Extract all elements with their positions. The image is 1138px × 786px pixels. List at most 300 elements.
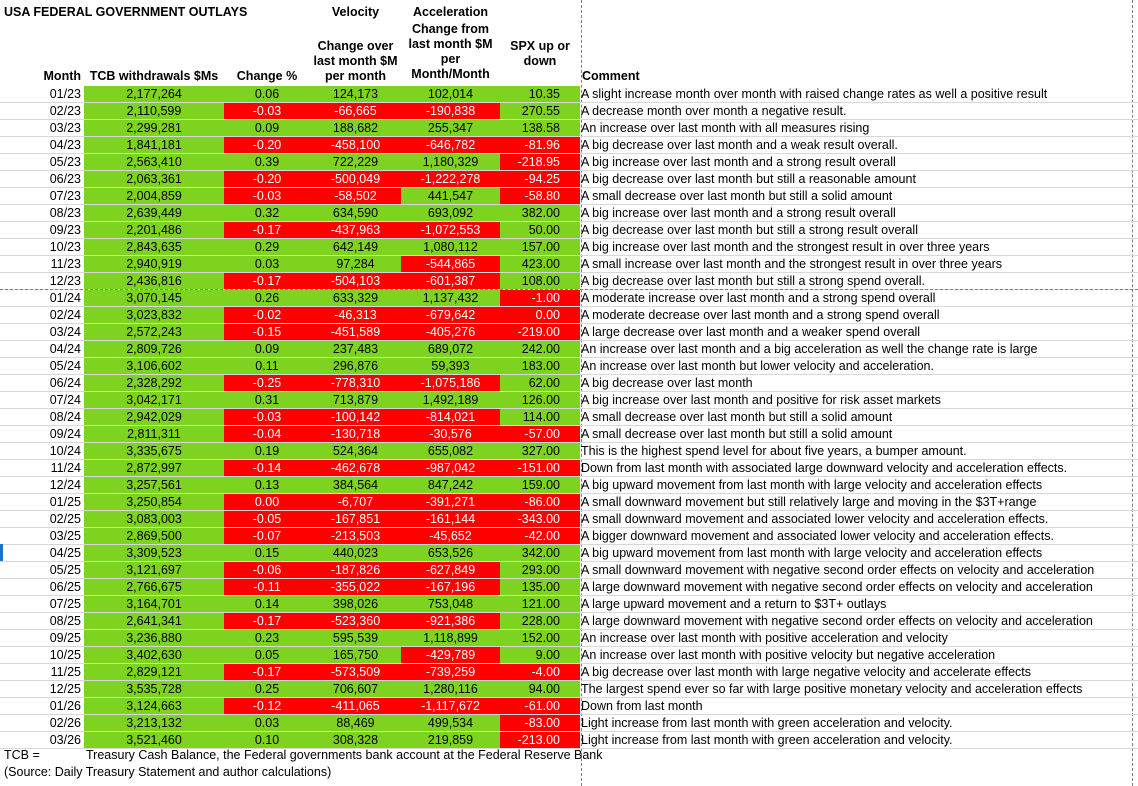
change-cell[interactable]: -0.02 — [224, 307, 310, 323]
month-cell[interactable]: 08/23 — [49, 206, 81, 220]
change-cell[interactable]: 0.31 — [224, 392, 310, 408]
tcb-cell[interactable]: 2,766,675 — [84, 579, 224, 595]
velocity-cell[interactable]: -66,665 — [310, 103, 401, 119]
acceleration-cell[interactable]: -601,387 — [401, 273, 500, 289]
tcb-cell[interactable]: 2,110,599 — [84, 103, 224, 119]
spx-cell[interactable]: 157.00 — [500, 239, 580, 255]
change-cell[interactable]: 0.14 — [224, 596, 310, 612]
tcb-cell[interactable]: 2,436,816 — [84, 273, 224, 289]
change-cell[interactable]: 0.03 — [224, 256, 310, 272]
spx-cell[interactable]: 242.00 — [500, 341, 580, 357]
spx-cell[interactable]: 183.00 — [500, 358, 580, 374]
comment-cell[interactable]: A small downward movement and associated lower velocity and acceleration effects. — [581, 512, 1049, 526]
comment-cell[interactable]: A small increase over last month and the strongest result in over three years — [581, 257, 1003, 271]
velocity-cell[interactable]: 237,483 — [310, 341, 401, 357]
change-cell[interactable]: 0.19 — [224, 443, 310, 459]
table-row[interactable] — [0, 222, 1138, 239]
spx-cell[interactable]: 0.00 — [500, 307, 580, 323]
change-cell[interactable]: 0.10 — [224, 732, 310, 748]
acceleration-cell[interactable]: -814,021 — [401, 409, 500, 425]
velocity-cell[interactable]: 88,469 — [310, 715, 401, 731]
tcb-cell[interactable]: 3,236,880 — [84, 630, 224, 646]
tcb-cell[interactable]: 3,164,701 — [84, 596, 224, 612]
tcb-cell[interactable]: 2,872,997 — [84, 460, 224, 476]
tcb-cell[interactable]: 2,869,500 — [84, 528, 224, 544]
tcb-cell[interactable]: 2,563,410 — [84, 154, 224, 170]
acceleration-cell[interactable]: 655,082 — [401, 443, 500, 459]
tcb-cell[interactable]: 2,572,243 — [84, 324, 224, 340]
spx-cell[interactable]: 342.00 — [500, 545, 580, 561]
acceleration-cell[interactable]: -739,259 — [401, 664, 500, 680]
change-cell[interactable]: 0.03 — [224, 715, 310, 731]
velocity-cell[interactable]: -523,360 — [310, 613, 401, 629]
comment-cell[interactable]: A small downward movement but still relatively large and moving in the $3T+range — [581, 495, 1037, 509]
acceleration-cell[interactable]: 441,547 — [401, 188, 500, 204]
table-row[interactable] — [0, 545, 1138, 562]
month-cell[interactable]: 02/26 — [49, 716, 81, 730]
table-row[interactable] — [0, 86, 1138, 103]
comment-cell[interactable]: A big decrease over last month but still a reasonable amount — [581, 172, 916, 186]
velocity-cell[interactable]: 165,750 — [310, 647, 401, 663]
velocity-cell[interactable]: -451,589 — [310, 324, 401, 340]
acceleration-cell[interactable]: -921,386 — [401, 613, 500, 629]
acceleration-cell[interactable]: -544,865 — [401, 256, 500, 272]
velocity-cell[interactable]: -130,718 — [310, 426, 401, 442]
tcb-cell[interactable]: 3,121,697 — [84, 562, 224, 578]
velocity-cell[interactable]: -187,826 — [310, 562, 401, 578]
table-row[interactable] — [0, 392, 1138, 409]
acceleration-cell[interactable]: 59,393 — [401, 358, 500, 374]
spx-cell[interactable]: 9.00 — [500, 647, 580, 663]
comment-cell[interactable]: A moderate decrease over last month and a strong spend overall — [581, 308, 940, 322]
table-row[interactable] — [0, 596, 1138, 613]
acceleration-cell[interactable]: -1,222,278 — [401, 171, 500, 187]
velocity-cell[interactable]: -458,100 — [310, 137, 401, 153]
acceleration-cell[interactable]: -161,144 — [401, 511, 500, 527]
tcb-cell[interactable]: 3,250,854 — [84, 494, 224, 510]
acceleration-cell[interactable]: 1,180,329 — [401, 154, 500, 170]
month-cell[interactable]: 10/23 — [49, 240, 81, 254]
month-cell[interactable]: 12/25 — [49, 682, 81, 696]
comment-cell[interactable]: A small downward movement with negative second order effects on velocity and acceleration — [581, 563, 1095, 577]
comment-cell[interactable]: A slight increase month over month with raised change rates as well a positive result — [581, 87, 1048, 101]
velocity-cell[interactable]: 188,682 — [310, 120, 401, 136]
velocity-cell[interactable]: 634,590 — [310, 205, 401, 221]
spx-cell[interactable]: -42.00 — [500, 528, 580, 544]
table-row[interactable] — [0, 460, 1138, 477]
change-cell[interactable]: -0.25 — [224, 375, 310, 391]
comment-cell[interactable]: A large downward movement with negative second order effects on velocity and acceleration — [581, 614, 1093, 628]
acceleration-cell[interactable]: -30,576 — [401, 426, 500, 442]
velocity-cell[interactable]: -58,502 — [310, 188, 401, 204]
month-cell[interactable]: 01/23 — [49, 87, 81, 101]
table-row[interactable] — [0, 171, 1138, 188]
velocity-cell[interactable]: -411,065 — [310, 698, 401, 714]
table-row[interactable] — [0, 188, 1138, 205]
table-row[interactable] — [0, 647, 1138, 664]
acceleration-cell[interactable]: 1,118,899 — [401, 630, 500, 646]
spx-cell[interactable]: 114.00 — [500, 409, 580, 425]
tcb-cell[interactable]: 3,309,523 — [84, 545, 224, 561]
change-cell[interactable]: -0.14 — [224, 460, 310, 476]
month-cell[interactable]: 03/23 — [49, 121, 81, 135]
acceleration-cell[interactable]: -679,642 — [401, 307, 500, 323]
spx-cell[interactable]: 159.00 — [500, 477, 580, 493]
change-cell[interactable]: -0.03 — [224, 409, 310, 425]
tcb-cell[interactable]: 2,299,281 — [84, 120, 224, 136]
velocity-cell[interactable]: 633,329 — [310, 290, 401, 306]
change-cell[interactable]: 0.29 — [224, 239, 310, 255]
table-row[interactable] — [0, 477, 1138, 494]
tcb-cell[interactable]: 3,124,663 — [84, 698, 224, 714]
velocity-cell[interactable]: -355,022 — [310, 579, 401, 595]
tcb-cell[interactable]: 2,811,311 — [84, 426, 224, 442]
acceleration-cell[interactable]: 1,492,189 — [401, 392, 500, 408]
velocity-cell[interactable]: -46,313 — [310, 307, 401, 323]
comment-cell[interactable]: The largest spend ever so far with large positive monetary velocity and acceleration effects — [581, 682, 1083, 696]
change-cell[interactable]: 0.05 — [224, 647, 310, 663]
acceleration-cell[interactable]: -405,276 — [401, 324, 500, 340]
month-cell[interactable]: 10/25 — [49, 648, 81, 662]
change-cell[interactable]: -0.15 — [224, 324, 310, 340]
month-cell[interactable]: 06/25 — [49, 580, 81, 594]
table-row[interactable] — [0, 681, 1138, 698]
table-row[interactable] — [0, 698, 1138, 715]
acceleration-cell[interactable]: -45,652 — [401, 528, 500, 544]
spx-cell[interactable]: 152.00 — [500, 630, 580, 646]
acceleration-cell[interactable]: -1,075,186 — [401, 375, 500, 391]
spx-cell[interactable]: -213.00 — [500, 732, 580, 748]
tcb-cell[interactable]: 2,004,859 — [84, 188, 224, 204]
spx-cell[interactable]: 126.00 — [500, 392, 580, 408]
month-cell[interactable]: 11/23 — [50, 257, 81, 271]
table-row[interactable] — [0, 239, 1138, 256]
acceleration-cell[interactable]: 1,137,432 — [401, 290, 500, 306]
change-cell[interactable]: -0.03 — [224, 188, 310, 204]
velocity-cell[interactable]: -437,963 — [310, 222, 401, 238]
comment-cell[interactable]: A big increase over last month and a strong result overall — [581, 206, 896, 220]
table-row[interactable] — [0, 290, 1138, 307]
table-row[interactable] — [0, 409, 1138, 426]
spx-cell[interactable]: 94.00 — [500, 681, 580, 697]
spx-cell[interactable]: -151.00 — [500, 460, 580, 476]
spx-cell[interactable]: -57.00 — [500, 426, 580, 442]
month-cell[interactable]: 06/23 — [49, 172, 81, 186]
table-row[interactable] — [0, 426, 1138, 443]
table-row[interactable] — [0, 154, 1138, 171]
tcb-cell[interactable]: 3,023,832 — [84, 307, 224, 323]
comment-cell[interactable]: This is the highest spend level for about five years, a bumper amount. — [581, 444, 967, 458]
velocity-cell[interactable]: -778,310 — [310, 375, 401, 391]
velocity-cell[interactable]: -573,509 — [310, 664, 401, 680]
tcb-cell[interactable]: 3,213,132 — [84, 715, 224, 731]
acceleration-cell[interactable]: -646,782 — [401, 137, 500, 153]
comment-cell[interactable]: An increase over last month and a big acceleration as well the change rate is large — [581, 342, 1038, 356]
change-cell[interactable]: 0.25 — [224, 681, 310, 697]
velocity-cell[interactable]: 713,879 — [310, 392, 401, 408]
velocity-cell[interactable]: 722,229 — [310, 154, 401, 170]
month-cell[interactable]: 09/23 — [49, 223, 81, 237]
velocity-cell[interactable]: -500,049 — [310, 171, 401, 187]
velocity-cell[interactable]: 595,539 — [310, 630, 401, 646]
comment-cell[interactable]: Light increase from last month with green acceleration and velocity. — [581, 716, 953, 730]
tcb-cell[interactable]: 2,639,449 — [84, 205, 224, 221]
spx-cell[interactable]: 293.00 — [500, 562, 580, 578]
change-cell[interactable]: 0.26 — [224, 290, 310, 306]
table-row[interactable] — [0, 494, 1138, 511]
velocity-cell[interactable]: -167,851 — [310, 511, 401, 527]
spx-cell[interactable]: 62.00 — [500, 375, 580, 391]
change-cell[interactable]: 0.11 — [224, 358, 310, 374]
table-row[interactable] — [0, 443, 1138, 460]
tcb-cell[interactable]: 3,521,460 — [84, 732, 224, 748]
month-cell[interactable]: 01/26 — [49, 699, 81, 713]
acceleration-cell[interactable]: 102,014 — [401, 86, 500, 102]
month-cell[interactable]: 03/24 — [49, 325, 81, 339]
table-row[interactable] — [0, 375, 1138, 392]
comment-cell[interactable]: A large downward movement with negative second order effects on velocity and acceleration — [581, 580, 1093, 594]
acceleration-cell[interactable]: 219,859 — [401, 732, 500, 748]
acceleration-cell[interactable]: 653,526 — [401, 545, 500, 561]
acceleration-cell[interactable]: -627,849 — [401, 562, 500, 578]
acceleration-cell[interactable]: 255,347 — [401, 120, 500, 136]
month-cell[interactable]: 10/24 — [49, 444, 81, 458]
change-cell[interactable]: -0.03 — [224, 103, 310, 119]
acceleration-cell[interactable]: -429,789 — [401, 647, 500, 663]
velocity-cell[interactable]: -6,707 — [310, 494, 401, 510]
change-cell[interactable]: -0.11 — [224, 579, 310, 595]
spx-cell[interactable]: -86.00 — [500, 494, 580, 510]
spx-cell[interactable]: 382.00 — [500, 205, 580, 221]
acceleration-cell[interactable]: 1,080,112 — [401, 239, 500, 255]
comment-cell[interactable]: A small decrease over last month but still a solid amount — [581, 427, 893, 441]
change-cell[interactable]: -0.17 — [224, 222, 310, 238]
tcb-cell[interactable]: 2,063,361 — [84, 171, 224, 187]
month-cell[interactable]: 07/23 — [49, 189, 81, 203]
comment-cell[interactable]: A big increase over last month and a strong result overall — [581, 155, 896, 169]
comment-cell[interactable]: An increase over last month with positive acceleration and velocity — [581, 631, 948, 645]
change-cell[interactable]: 0.23 — [224, 630, 310, 646]
velocity-cell[interactable]: 97,284 — [310, 256, 401, 272]
tcb-cell[interactable]: 3,042,171 — [84, 392, 224, 408]
change-cell[interactable]: -0.05 — [224, 511, 310, 527]
change-cell[interactable]: -0.12 — [224, 698, 310, 714]
tcb-cell[interactable]: 3,535,728 — [84, 681, 224, 697]
comment-cell[interactable]: A moderate increase over last month and a strong spend overall — [581, 291, 936, 305]
velocity-cell[interactable]: 384,564 — [310, 477, 401, 493]
table-row[interactable] — [0, 715, 1138, 732]
tcb-cell[interactable]: 2,942,029 — [84, 409, 224, 425]
comment-cell[interactable]: A big decrease over last month but still a strong result overall — [581, 223, 918, 237]
change-cell[interactable]: -0.20 — [224, 171, 310, 187]
velocity-cell[interactable]: -100,142 — [310, 409, 401, 425]
velocity-cell[interactable]: 440,023 — [310, 545, 401, 561]
month-cell[interactable]: 04/23 — [49, 138, 81, 152]
acceleration-cell[interactable]: -1,117,672 — [401, 698, 500, 714]
change-cell[interactable]: 0.09 — [224, 341, 310, 357]
table-row[interactable] — [0, 358, 1138, 375]
change-cell[interactable]: 0.39 — [224, 154, 310, 170]
acceleration-cell[interactable]: 689,072 — [401, 341, 500, 357]
change-cell[interactable]: 0.06 — [224, 86, 310, 102]
spx-cell[interactable]: -219.00 — [500, 324, 580, 340]
spx-cell[interactable]: -343.00 — [500, 511, 580, 527]
month-cell[interactable]: 05/23 — [49, 155, 81, 169]
tcb-cell[interactable]: 1,841,181 — [84, 137, 224, 153]
month-cell[interactable]: 04/24 — [49, 342, 81, 356]
spx-cell[interactable]: -1.00 — [500, 290, 580, 306]
spx-cell[interactable]: 135.00 — [500, 579, 580, 595]
change-cell[interactable]: -0.06 — [224, 562, 310, 578]
change-cell[interactable]: 0.09 — [224, 120, 310, 136]
table-row[interactable] — [0, 256, 1138, 273]
change-cell[interactable]: 0.00 — [224, 494, 310, 510]
velocity-cell[interactable]: 642,149 — [310, 239, 401, 255]
spx-cell[interactable]: -58.80 — [500, 188, 580, 204]
tcb-cell[interactable]: 2,201,486 — [84, 222, 224, 238]
velocity-cell[interactable]: -213,503 — [310, 528, 401, 544]
comment-cell[interactable]: Down from last month — [581, 699, 703, 713]
change-cell[interactable]: 0.32 — [224, 205, 310, 221]
month-cell[interactable]: 08/25 — [49, 614, 81, 628]
acceleration-cell[interactable]: -391,271 — [401, 494, 500, 510]
table-row[interactable] — [0, 103, 1138, 120]
tcb-cell[interactable]: 2,641,341 — [84, 613, 224, 629]
table-row[interactable] — [0, 137, 1138, 154]
comment-cell[interactable]: A big increase over last month and positive for risk asset markets — [581, 393, 941, 407]
velocity-cell[interactable]: -504,103 — [310, 273, 401, 289]
acceleration-cell[interactable]: 847,242 — [401, 477, 500, 493]
comment-cell[interactable]: An increase over last month but lower velocity and acceleration. — [581, 359, 934, 373]
velocity-cell[interactable]: 398,026 — [310, 596, 401, 612]
tcb-cell[interactable]: 3,402,630 — [84, 647, 224, 663]
spx-cell[interactable]: 10.35 — [500, 86, 580, 102]
month-cell[interactable]: 01/25 — [49, 495, 81, 509]
velocity-cell[interactable]: 124,173 — [310, 86, 401, 102]
velocity-cell[interactable]: -462,678 — [310, 460, 401, 476]
table-row[interactable] — [0, 273, 1138, 290]
comment-cell[interactable]: A small decrease over last month but still a solid amount — [581, 410, 893, 424]
table-row[interactable] — [0, 613, 1138, 630]
change-cell[interactable]: -0.17 — [224, 613, 310, 629]
table-row[interactable] — [0, 307, 1138, 324]
month-cell[interactable]: 06/24 — [49, 376, 81, 390]
comment-cell[interactable]: A large upward movement and a return to $3T+ outlays — [581, 597, 887, 611]
month-cell[interactable]: 01/24 — [49, 291, 81, 305]
change-cell[interactable]: -0.20 — [224, 137, 310, 153]
tcb-cell[interactable]: 2,809,726 — [84, 341, 224, 357]
velocity-cell[interactable]: 308,328 — [310, 732, 401, 748]
velocity-cell[interactable]: 296,876 — [310, 358, 401, 374]
month-cell[interactable]: 05/25 — [49, 563, 81, 577]
comment-cell[interactable]: An increase over last month with all measures rising — [581, 121, 870, 135]
month-cell[interactable]: 03/25 — [49, 529, 81, 543]
acceleration-cell[interactable]: 499,534 — [401, 715, 500, 731]
table-row[interactable] — [0, 528, 1138, 545]
change-cell[interactable]: -0.17 — [224, 273, 310, 289]
month-cell[interactable]: 02/23 — [49, 104, 81, 118]
month-cell[interactable]: 02/25 — [49, 512, 81, 526]
table-row[interactable] — [0, 579, 1138, 596]
month-cell[interactable]: 12/23 — [49, 274, 81, 288]
spx-cell[interactable]: 138.58 — [500, 120, 580, 136]
velocity-cell[interactable]: 706,607 — [310, 681, 401, 697]
acceleration-cell[interactable]: 1,280,116 — [401, 681, 500, 697]
change-cell[interactable]: -0.04 — [224, 426, 310, 442]
comment-cell[interactable]: A big upward movement from last month with large velocity and acceleration effects — [581, 546, 1043, 560]
comment-cell[interactable]: A big decrease over last month — [581, 376, 753, 390]
tcb-cell[interactable]: 3,083,003 — [84, 511, 224, 527]
month-cell[interactable]: 07/24 — [49, 393, 81, 407]
month-cell[interactable]: 04/25 — [49, 546, 81, 560]
spx-cell[interactable]: 327.00 — [500, 443, 580, 459]
month-cell[interactable]: 12/24 — [49, 478, 81, 492]
table-row[interactable] — [0, 205, 1138, 222]
tcb-cell[interactable]: 3,106,602 — [84, 358, 224, 374]
tcb-cell[interactable]: 2,328,292 — [84, 375, 224, 391]
acceleration-cell[interactable]: 753,048 — [401, 596, 500, 612]
table-row[interactable] — [0, 324, 1138, 341]
comment-cell[interactable]: A big increase over last month and the strongest result in over three years — [581, 240, 990, 254]
month-cell[interactable]: 11/25 — [50, 665, 81, 679]
month-cell[interactable]: 09/25 — [49, 631, 81, 645]
spx-cell[interactable]: 108.00 — [500, 273, 580, 289]
spx-cell[interactable]: 270.55 — [500, 103, 580, 119]
spx-cell[interactable]: -83.00 — [500, 715, 580, 731]
spx-cell[interactable]: -81.96 — [500, 137, 580, 153]
table-row[interactable] — [0, 562, 1138, 579]
acceleration-cell[interactable]: -1,072,553 — [401, 222, 500, 238]
comment-cell[interactable]: Light increase from last month with green acceleration and velocity. — [581, 733, 953, 747]
table-row[interactable] — [0, 630, 1138, 647]
change-cell[interactable]: 0.13 — [224, 477, 310, 493]
spx-cell[interactable]: 228.00 — [500, 613, 580, 629]
comment-cell[interactable]: A small decrease over last month but still a solid amount — [581, 189, 893, 203]
acceleration-cell[interactable]: -190,838 — [401, 103, 500, 119]
comment-cell[interactable]: A big decrease over last month with large negative velocity and accelerate effects — [581, 665, 1032, 679]
month-cell[interactable]: 03/26 — [49, 733, 81, 747]
tcb-cell[interactable]: 2,940,919 — [84, 256, 224, 272]
spx-cell[interactable]: 423.00 — [500, 256, 580, 272]
comment-cell[interactable]: A large decrease over last month and a weaker spend overall — [581, 325, 921, 339]
tcb-cell[interactable]: 2,829,121 — [84, 664, 224, 680]
spx-cell[interactable]: -94.25 — [500, 171, 580, 187]
month-cell[interactable]: 02/24 — [49, 308, 81, 322]
comment-cell[interactable]: A big decrease over last month and a weak result overall. — [581, 138, 898, 152]
spx-cell[interactable]: -61.00 — [500, 698, 580, 714]
table-row[interactable] — [0, 120, 1138, 137]
spx-cell[interactable]: 121.00 — [500, 596, 580, 612]
month-cell[interactable]: 11/24 — [50, 461, 81, 475]
table-row[interactable] — [0, 341, 1138, 358]
month-cell[interactable]: 08/24 — [49, 410, 81, 424]
change-cell[interactable]: 0.15 — [224, 545, 310, 561]
spx-cell[interactable]: -4.00 — [500, 664, 580, 680]
velocity-cell[interactable]: 524,364 — [310, 443, 401, 459]
spx-cell[interactable]: -218.95 — [500, 154, 580, 170]
comment-cell[interactable]: A big decrease over last month but still a strong spend overall. — [581, 274, 925, 288]
month-cell[interactable]: 05/24 — [49, 359, 81, 373]
table-row[interactable] — [0, 664, 1138, 681]
change-cell[interactable]: -0.17 — [224, 664, 310, 680]
tcb-cell[interactable]: 3,070,145 — [84, 290, 224, 306]
tcb-cell[interactable]: 3,257,561 — [84, 477, 224, 493]
change-cell[interactable]: -0.07 — [224, 528, 310, 544]
tcb-cell[interactable]: 2,843,635 — [84, 239, 224, 255]
comment-cell[interactable]: A big upward movement from last month with large velocity and acceleration effects — [581, 478, 1043, 492]
month-cell[interactable]: 07/25 — [49, 597, 81, 611]
comment-cell[interactable]: An increase over last month with positive velocity but negative acceleration — [581, 648, 996, 662]
